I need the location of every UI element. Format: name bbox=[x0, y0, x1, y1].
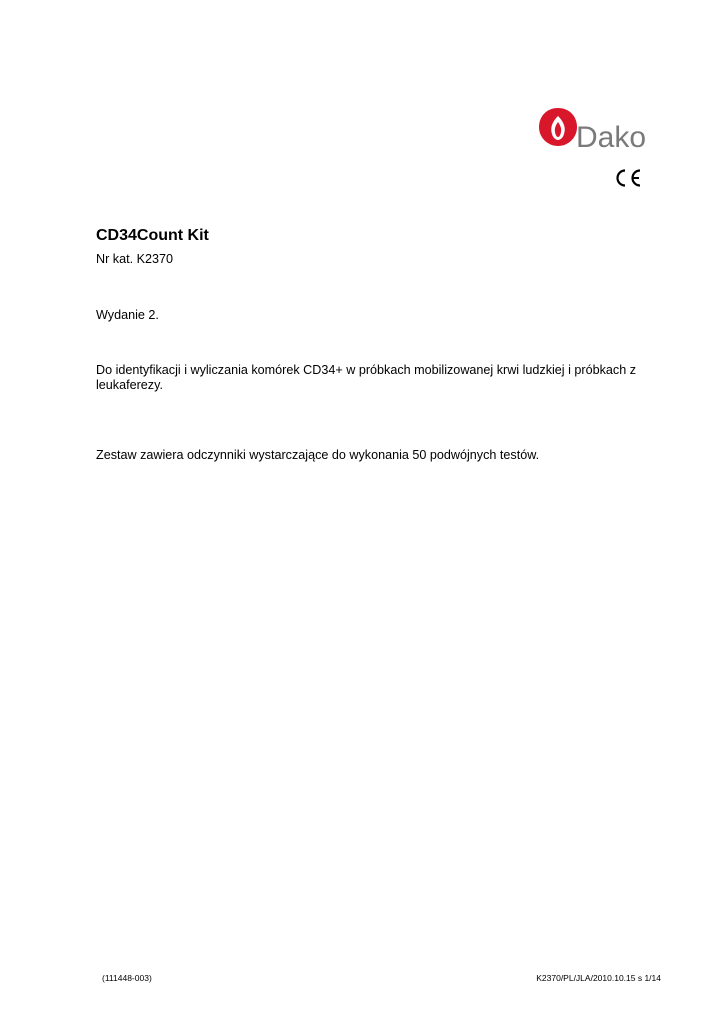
footer-document-code: (111448-003) bbox=[102, 973, 152, 983]
dako-logo bbox=[538, 104, 658, 154]
dako-logo-graphic bbox=[538, 104, 658, 154]
footer-page-reference: K2370/PL/JLA/2010.10.15 s 1/14 bbox=[536, 973, 661, 983]
intended-use-paragraph: Do identyfikacji i wyliczania komórek CD34+ w próbkach mobilizowanej krwi ludzkiej i próbkach z leukaferezy. bbox=[96, 363, 637, 392]
document-title: CD34Count Kit bbox=[96, 227, 209, 244]
edition-label: Wydanie 2. bbox=[96, 308, 159, 322]
dako-logo-text: Dako bbox=[576, 121, 647, 154]
ce-mark-icon bbox=[613, 168, 643, 188]
catalog-number: Nr kat. K2370 bbox=[96, 252, 174, 266]
kit-contents-paragraph: Zestaw zawiera odczynniki wystarczające do wykonania 50 podwójnych testów. bbox=[96, 448, 540, 462]
